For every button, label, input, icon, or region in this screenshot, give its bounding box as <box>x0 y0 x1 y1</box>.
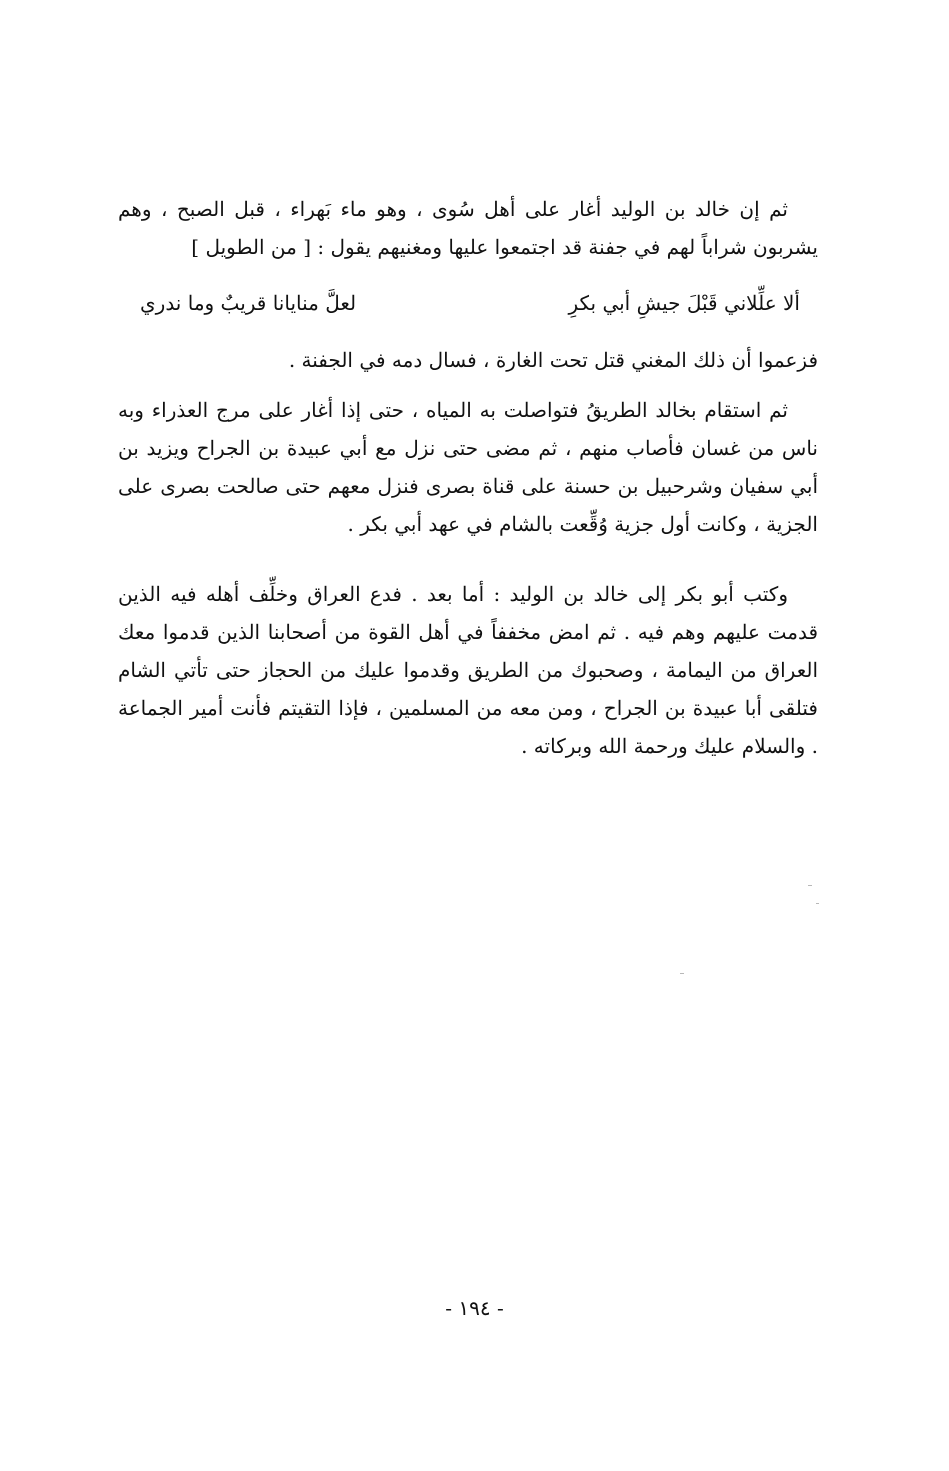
verse-second-hemistich: لعلَّ منايانا قريبٌ وما ندري <box>140 291 357 315</box>
paragraph-text: فزعموا أن ذلك المغني قتل تحت الغارة ، فسال دمه في الجفنة . <box>288 348 818 372</box>
paragraph-text: ثم استقام بخالد الطريقُ فتواصلت به المياه ، حتى إذا أغار على مرج العذراء وبه ناس من غسان فأصاب منهم ، ثم مضى حتى نزل مع أبي عبيدة بن الجراح ويزيد بن أبي سفيان وشرحبيل بن حسنة على قناة بصرى فنزل معهم حتى صالحت بصرى على الجزية ، وكانت أول جزية وُقِّعت بالشام في عهد أبي بكر . <box>118 398 818 536</box>
page-number: - ١٩٤ - <box>445 1296 504 1320</box>
poem-verse <box>140 284 800 322</box>
paragraph-march-to-busra <box>118 391 818 543</box>
paragraph-text: ثم إن خالد بن الوليد أغار على أهل سُوى ، وهو ماء بَهراء ، قبل الصبح ، وهم يشربون شراباً لهم في جفنة قد اجتمعوا عليها ومغنيهم يقول : [ من الطويل ] <box>118 197 818 259</box>
paragraph-abu-bakr-letter <box>118 575 818 765</box>
scan-speck <box>816 903 819 904</box>
scan-speck <box>808 885 812 886</box>
verse-first-hemistich: ألا علِّلاني قَبْلَ جيشِ أبي بكرِ <box>568 291 800 315</box>
scan-speck <box>680 973 684 974</box>
paragraph-khalid-raid <box>118 190 818 266</box>
paragraph-text: وكتب أبو بكر إلى خالد بن الوليد : أما بعد . فدع العراق وخلِّف أهله فيه الذين قدمت عليهم وهم فيه . ثم امض مخففاً في أهل القوة من أصحابنا الذين قدموا معك العراق من اليمامة ، وصحبوك من الطريق وقدموا عليك من الحجاز حتى تأتي الشام فتلقى أبا عبيدة بن الجراح ، ومن معه من المسلمين ، فإذا التقيتم فأنت أمير الجماعة . والسلام عليك ورحمة الله وبركاته . <box>118 582 818 758</box>
paragraph-singer-killed <box>118 341 818 379</box>
